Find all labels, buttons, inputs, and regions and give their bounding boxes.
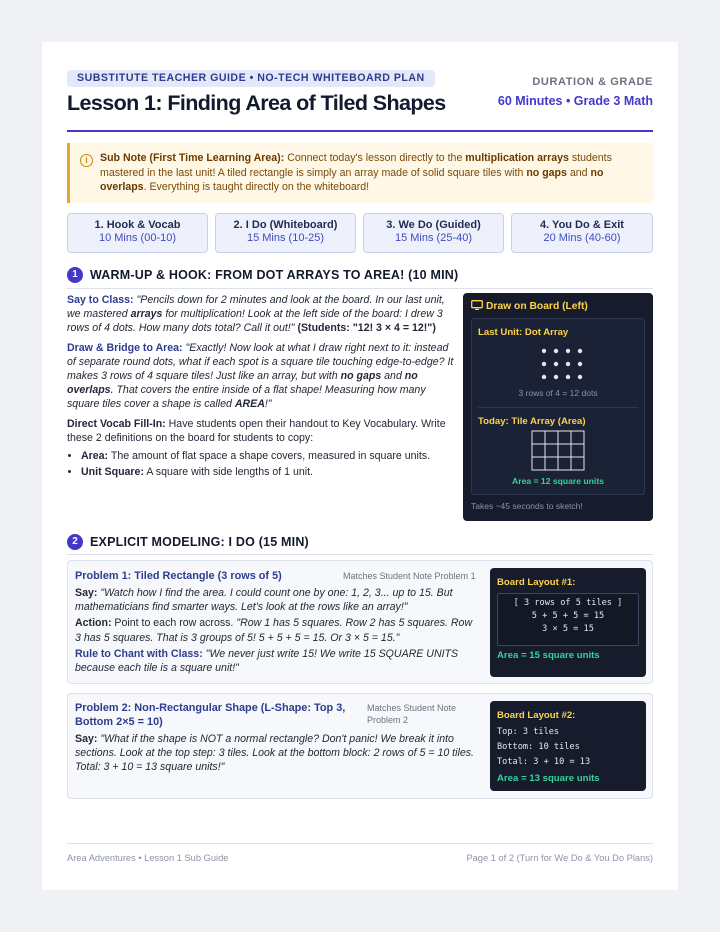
array-tile	[571, 457, 584, 470]
sub-note-callout	[67, 143, 653, 203]
tab-we-do[interactable]	[363, 213, 504, 253]
problem-1-match: Matches Student Note Problem 1	[343, 571, 476, 581]
tab-time: 15 Mins (10-25)	[246, 232, 325, 244]
tile-array-caption: Area = 12 square units	[512, 476, 604, 486]
vocab-paragraph: Direct Vocab Fill-In: Have students open their handout to Key Vocabulary. Write these 2 definitions on the board for students to copy:	[67, 417, 446, 444]
problem-2-body	[75, 732, 480, 775]
board-layout-2	[490, 701, 646, 791]
array-tile	[545, 431, 558, 444]
array-tile	[558, 444, 571, 457]
duration-value: 60 Minutes • Grade 3 Math	[497, 94, 653, 108]
array-dot	[578, 349, 582, 353]
board-layout-2-title: Board Layout #2:	[497, 710, 576, 721]
problem-2-match: Matches Student Note Problem 2	[367, 703, 457, 725]
last-unit-label: Last Unit: Dot Array	[478, 327, 569, 338]
duration-label: DURATION & GRADE	[532, 76, 653, 88]
footer-divider	[67, 843, 653, 844]
board-line: 3 × 5 = 15	[542, 624, 594, 634]
tile-array	[531, 430, 587, 472]
board-layout-1-title: Board Layout #1:	[497, 577, 576, 588]
array-tile	[545, 444, 558, 457]
problem-1-title: Problem 1: Tiled Rectangle (3 rows of 5)	[75, 570, 282, 582]
rule-paragraph: Rule to Chant with Class: "We never just write 15! We write 15 SQUARE UNITS because each tile is a square unit!"	[75, 647, 459, 675]
dot-array	[538, 345, 586, 383]
board-sketch-inner	[471, 318, 645, 495]
array-dot	[542, 349, 546, 353]
board-divider	[478, 407, 638, 408]
board-line: Total: 3 + 10 = 13	[497, 757, 591, 767]
today-label: Today: Tile Array (Area)	[478, 416, 586, 427]
array-tile	[532, 444, 545, 457]
list-item: • Area: The amount of flat space a shape covers, measured in square units.	[81, 449, 457, 463]
tab-hook-vocab[interactable]	[67, 213, 208, 253]
section-1-body	[67, 293, 457, 481]
sub-note-text: Sub Note (First Time Learning Area): Connect today's lesson directly to the multiplication arrays students mastered in the last unit! A tiled rectangle is simply an array made of solid square tiles with no gaps and no overlaps. Everything is taught directly on the whiteboard!	[100, 152, 612, 193]
array-tile	[571, 431, 584, 444]
board-layout-2-result: Area = 13 square units	[497, 773, 600, 784]
array-dot	[578, 375, 582, 379]
action-paragraph: Action: Point to each row across. "Row 1 has 5 squares. Row 2 has 5 squares. Row 3 has 5 squares. That is 3 groups of 5! 5 + 5 + 5 = 15. Or 3 × 5 = 15."	[75, 617, 473, 644]
array-dot	[542, 362, 546, 366]
board-line: Top: 3 tiles	[497, 727, 560, 737]
board-line: [ 3 rows of 5 tiles ]	[513, 598, 623, 608]
tab-time: 15 Mins (25-40)	[394, 232, 473, 244]
problem-2-title: Problem 2: Non-Rectangular Shape (L-Shape: Top 3, Bottom 2×5 = 10)	[75, 702, 346, 728]
section-1-title: WARM-UP & HOOK: FROM DOT ARRAYS TO AREA! (10 MIN)	[90, 268, 459, 282]
board-heading: Draw on Board (Left)	[471, 300, 588, 312]
section-1-divider	[67, 288, 653, 289]
header-divider	[67, 130, 653, 132]
board-layout-1-result: Area = 15 square units	[497, 650, 600, 661]
dot-array-caption: 3 rows of 4 = 12 dots	[518, 388, 598, 398]
board-line: 5 + 5 + 5 = 15	[531, 611, 605, 621]
array-tile	[532, 457, 545, 470]
array-dot	[578, 362, 582, 366]
array-tile	[558, 457, 571, 470]
footer-left: Area Adventures • Lesson 1 Sub Guide	[67, 853, 229, 863]
array-dot	[554, 375, 558, 379]
lesson-page	[42, 42, 678, 890]
array-dot	[566, 362, 570, 366]
bridge-paragraph: Draw & Bridge to Area: "Exactly! Now look at what I draw right next to it: instead of separate round dots, what if each spot is a square tile touching edge-to-edge? It makes 3 rows of 4 square tiles! Just like an array, but with no gaps and no overlaps. That covers the entire inside of a flat shape! Measuring how many square tiles cover a shape is called AREA!"	[67, 341, 454, 411]
array-dot	[542, 375, 546, 379]
tab-title: 4. You Do & Exit	[540, 219, 624, 231]
array-dot	[554, 349, 558, 353]
tab-you-do[interactable]	[511, 213, 653, 253]
problem-1-body	[75, 586, 480, 675]
section-2-title: EXPLICIT MODELING: I DO (15 MIN)	[90, 535, 309, 549]
tab-time: 20 Mins (40-60)	[543, 232, 621, 244]
tab-title: 1. Hook & Vocab	[94, 219, 181, 231]
array-tile	[558, 431, 571, 444]
guide-type-pill: SUBSTITUTE TEACHER GUIDE • NO-TECH WHITEBOARD PLAN	[67, 70, 435, 87]
board-layout-1	[490, 568, 646, 677]
section-1-number: 1	[67, 267, 83, 283]
say-paragraph: Say: "Watch how I find the area. I could count one by one: 1, 2, 3... up to 15. But mathematicians find smarter ways. Let's look at the rows like an array!"	[75, 587, 453, 614]
section-2-number: 2	[67, 534, 83, 550]
array-dot	[566, 375, 570, 379]
vocab-list	[67, 449, 457, 479]
say-to-class-paragraph: Say to Class: "Pencils down for 2 minutes and look at the board. In our last unit, we mastered arrays for multiplication! Look at the left side of the board: I drew 3 rows of 4 dots. How many dots total? Call it out!" (Students: "12! 3 × 4 = 12!")	[67, 294, 445, 335]
problem-1-card	[67, 560, 653, 684]
sketch-time-note: Takes ~45 seconds to sketch!	[471, 501, 583, 511]
say-paragraph: Say: "What if the shape is NOT a normal rectangle? Don't panic! We break it into sections. Look at the top step: 3 tiles. Look at the bottom block: 2 rows of 5 = 10 tiles. Total: 3 + 10 = 13 square units!"	[75, 733, 474, 774]
tab-i-do[interactable]	[215, 213, 356, 253]
tab-title: 2. I Do (Whiteboard)	[233, 219, 338, 231]
page-title: Lesson 1: Finding Area of Tiled Shapes	[67, 91, 446, 115]
section-2-divider	[67, 554, 653, 555]
info-icon: i	[80, 154, 93, 167]
tab-title: 3. We Do (Guided)	[386, 219, 481, 231]
board-sketch-panel	[463, 293, 653, 521]
list-item: • Unit Square: A square with side lengths of 1 unit.	[81, 465, 457, 479]
array-tile	[532, 431, 545, 444]
whiteboard-icon	[471, 300, 483, 310]
footer-right: Page 1 of 2 (Turn for We Do & You Do Plans)	[466, 853, 653, 863]
array-dot	[566, 349, 570, 353]
board-line: Bottom: 10 tiles	[497, 742, 580, 752]
array-tile	[545, 457, 558, 470]
tab-time: 10 Mins (00-10)	[98, 232, 177, 244]
problem-2-card	[67, 693, 653, 799]
board-layout-1-box	[497, 593, 639, 646]
array-dot	[554, 362, 558, 366]
array-tile	[571, 444, 584, 457]
